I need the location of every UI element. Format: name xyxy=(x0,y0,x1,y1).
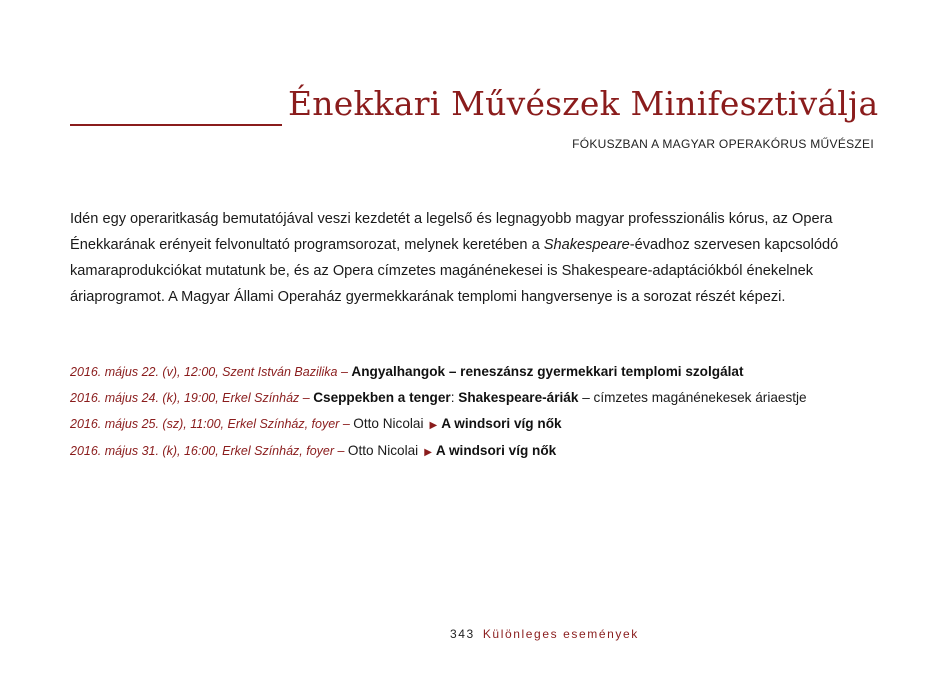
intro-paragraph xyxy=(70,206,874,310)
page-title: Énekkari Művészek Minifesztiválja xyxy=(288,84,879,123)
event-meta: 2016. május 25. (sz), 11:00, Erkel Színház, foyer – xyxy=(70,417,354,431)
event-item xyxy=(70,438,890,465)
event-separator: : xyxy=(450,390,459,405)
event-title: Cseppekben a tenger xyxy=(313,390,451,405)
event-meta: 2016. május 31. (k), 16:00, Erkel Színház, foyer – xyxy=(70,444,348,458)
play-triangle-icon: ▶ xyxy=(429,420,438,431)
event-note: – címzetes magánénekesek áriaestje xyxy=(578,390,807,405)
page-number: 343 xyxy=(450,627,475,641)
event-composer: Otto Nicolai xyxy=(347,443,419,458)
event-meta: 2016. május 22. (v), 12:00, Szent István Bazilika – xyxy=(70,365,352,379)
event-title: A windsori víg nők xyxy=(441,416,562,431)
page-subtitle: FÓKUSZBAN A MAGYAR OPERAKÓRUS MŰVÉSZEI xyxy=(572,137,874,151)
title-rule xyxy=(70,124,282,126)
intro-emphasis: Shakespeare xyxy=(543,237,630,253)
event-list xyxy=(70,359,890,465)
play-triangle-icon: ▶ xyxy=(424,447,432,458)
event-meta: 2016. május 24. (k), 19:00, Erkel Színház – xyxy=(70,391,314,405)
section-name: Különleges események xyxy=(482,627,639,641)
intro-text-1: Idén egy operaritkaság bemutatójával veszi kezdetét a legelső és legnagyobb magyar professzionális kórus, az Opera Énekkarának erényeit felvonultató programsorozat, melynek keretében a xyxy=(70,211,833,253)
intro-text-2: -évadhoz szervesen kapcsolódó kamaraprodukciókat mutatunk be, és az Opera címzetes magánénekesei is Shakespeare-adaptációkból énekelnek áriaprogramot. A Magyar Állami Operaház gyermekkarának templomi hangversenye is a sorozat részét képezi. xyxy=(70,237,839,305)
event-item xyxy=(70,385,890,411)
event-composer: Otto Nicolai xyxy=(353,416,424,431)
event-title: Angyalhangok – reneszánsz gyermekkari templomi szolgálat xyxy=(351,364,744,379)
page-footer xyxy=(450,627,639,641)
event-item xyxy=(70,411,890,438)
event-subtitle: Shakespeare-áriák xyxy=(458,390,579,405)
event-title: A windsori víg nők xyxy=(435,443,557,458)
event-item xyxy=(70,359,890,385)
